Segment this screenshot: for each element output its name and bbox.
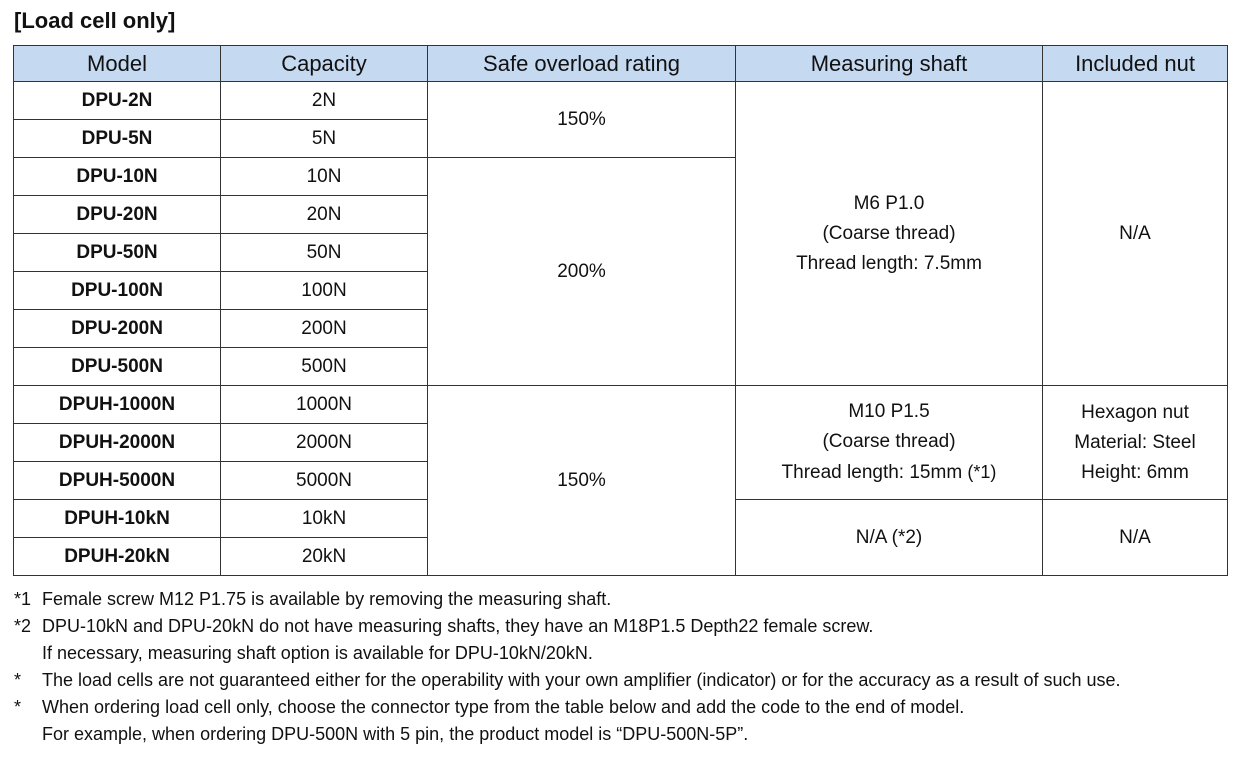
capacity-cell: 500N <box>221 348 428 386</box>
capacity-cell: 2N <box>221 82 428 120</box>
section-title: [Load cell only] <box>14 8 176 33</box>
footnote-text: DPU-10kN and DPU-20kN do not have measuring shafts, they have an M18P1.5 Depth22 female screw. <box>42 616 874 636</box>
capacity-cell: 20kN <box>221 538 428 576</box>
model-cell: DPU-500N <box>14 348 221 386</box>
model-cell: DPUH-1000N <box>14 386 221 424</box>
capacity-cell: 20N <box>221 196 428 234</box>
shaft-cell <box>736 386 1043 500</box>
model-cell: DPU-10N <box>14 158 221 196</box>
shaft-spec-line <box>736 457 1042 488</box>
table-header-row <box>14 46 1228 82</box>
model-cell: DPU-20N <box>14 196 221 234</box>
footnote-ref: (*1) <box>967 462 997 482</box>
footnote-text: Female screw M12 P1.75 is available by removing the measuring shaft. <box>42 589 612 609</box>
nut-cell: N/A <box>1043 82 1228 386</box>
footnotes <box>14 586 1121 748</box>
model-cell: DPUH-20kN <box>14 538 221 576</box>
capacity-cell: 10N <box>221 158 428 196</box>
load-cell-spec-table <box>13 45 1228 576</box>
shaft-spec-line: (Coarse thread) <box>822 431 956 452</box>
footnote-marker: *2 <box>14 616 32 636</box>
model-cell: DPU-2N <box>14 82 221 120</box>
footnote-text: The load cells are not guaranteed either for the operability with your own amplifier (indicator) or for the accuracy as a result of such use. <box>42 670 1121 690</box>
footnote-1 <box>14 586 1121 613</box>
shaft-spec-line: (Coarse thread) <box>822 222 956 244</box>
model-cell: DPUH-5000N <box>14 462 221 500</box>
nut-cell <box>1043 386 1228 500</box>
shaft-spec-line: Thread length: 7.5mm <box>796 252 982 274</box>
capacity-cell: 5N <box>221 120 428 158</box>
header-model: Model <box>14 46 221 82</box>
capacity-cell: 100N <box>221 272 428 310</box>
model-cell: DPU-50N <box>14 234 221 272</box>
nut-cell: N/A <box>1043 500 1228 576</box>
capacity-cell: 10kN <box>221 500 428 538</box>
capacity-cell: 2000N <box>221 424 428 462</box>
nut-spec-line: Height: 6mm <box>1081 461 1189 483</box>
capacity-cell: 50N <box>221 234 428 272</box>
model-cell: DPUH-2000N <box>14 424 221 462</box>
capacity-cell: 5000N <box>221 462 428 500</box>
header-safe-overload: Safe overload rating <box>428 46 736 82</box>
overload-cell: 150% <box>428 82 736 158</box>
model-cell: DPU-200N <box>14 310 221 348</box>
shaft-spec-line: M10 P1.5 <box>848 401 930 422</box>
table-row <box>14 82 1228 120</box>
shaft-cell <box>736 82 1043 386</box>
header-measuring-shaft: Measuring shaft <box>736 46 1043 82</box>
thread-length-text: Thread length: 15mm <box>781 462 963 483</box>
model-cell: DPU-5N <box>14 120 221 158</box>
nut-spec-line: Hexagon nut <box>1081 401 1189 423</box>
shaft-spec-line: M6 P1.0 <box>853 192 925 214</box>
table-row <box>14 386 1228 424</box>
footnote-text: When ordering load cell only, choose the connector type from the table below and add the code to the end of model. <box>42 697 965 717</box>
header-included-nut: Included nut <box>1043 46 1228 82</box>
model-cell: DPU-100N <box>14 272 221 310</box>
shaft-cell: N/A (*2) <box>736 500 1043 576</box>
model-cell: DPUH-10kN <box>14 500 221 538</box>
footnote-marker: * <box>14 697 22 717</box>
overload-cell: 200% <box>428 158 736 386</box>
footnote-4 <box>14 694 1121 721</box>
footnote-3 <box>14 667 1121 694</box>
header-capacity: Capacity <box>221 46 428 82</box>
capacity-cell: 200N <box>221 310 428 348</box>
overload-cell: 150% <box>428 386 736 576</box>
nut-spec-line: Material: Steel <box>1074 431 1196 453</box>
footnote-2 <box>14 613 1121 640</box>
footnote-marker: *1 <box>14 589 32 609</box>
footnote-continuation: For example, when ordering DPU-500N with 5 pin, the product model is “DPU-500N-5P”. <box>42 724 749 744</box>
capacity-cell: 1000N <box>221 386 428 424</box>
footnote-continuation: If necessary, measuring shaft option is available for DPU-10kN/20kN. <box>42 643 593 663</box>
footnote-marker: * <box>14 670 22 690</box>
